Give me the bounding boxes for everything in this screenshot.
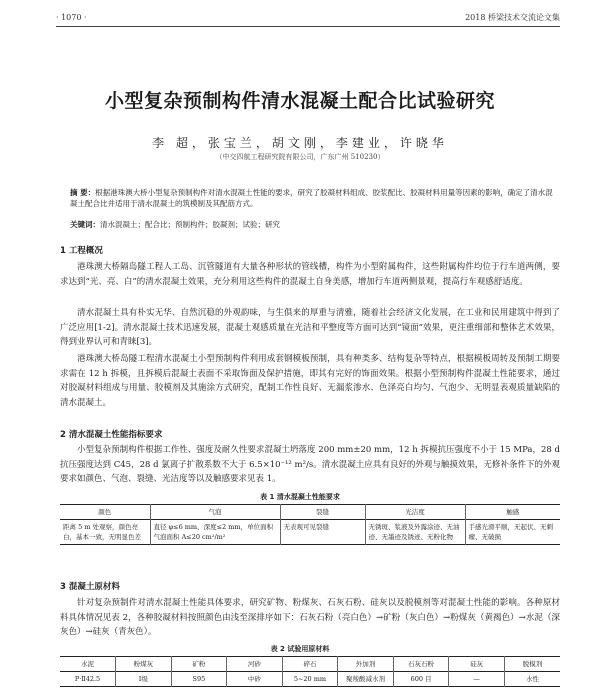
table-2-header: 石灰石粉 [393, 657, 449, 672]
table-1-header-row [60, 505, 560, 520]
table-2-header: 粉煤灰 [116, 657, 172, 672]
section-3-paragraph-1: 针对复杂预制件对清水混凝土性能具体要求，研究矿物、粉煤灰、石灰石粉、硅灰以及脱模剂等对混凝土性能的影响。各种原材料具体情况见表 2，各种胶凝材料按照颜色由浅至深排序如下：石灰石粉（亮白色）→矿粉（灰白色）→粉煤灰（黄褐色）→水泥（深灰色）→硅灰（青灰色）。 [60, 598, 560, 637]
table-2-header: 河砂 [227, 657, 283, 672]
table-cell: 中砂 [227, 672, 283, 687]
paper-title: 小型复杂预制构件清水混凝土配合比试验研究 [104, 90, 495, 112]
table-cell: 聚羧酸减水剂 [338, 672, 394, 687]
section-1-paragraph-1: 港珠澳大桥隔岛隧工程人工岛、沉管隧道有大量各种形状的管线槽，构件为小型附属构件，这些附属构件均位于行车道两侧，要求达到“光、亮、白”的清水混凝土效果，充分利用这些构件的混凝土自身美感，增加行车道两侧景观，提高行车观感舒适度。 [60, 262, 560, 287]
table-1-header-smoothness: 光洁度 [365, 505, 465, 520]
table-row [60, 672, 560, 687]
abstract-label: 摘 要： [70, 188, 96, 197]
abstract-text: 根据港珠澳大桥小型复杂预制构件对清水混凝土性能的要求，研究了胶凝材料组成、胶浆配比、胶凝材料用量等因素的影响，确定了清水混凝土配合比并适用于清水混凝土的筑模制及其配筋方式。 [70, 188, 553, 208]
table-cell: 无表观可见裂缝 [280, 520, 365, 545]
affiliation: （中交四航工程研究院有限公司，广东广州 510230） [215, 153, 385, 161]
journal-name: 2018 桥梁技术交流论文集 [465, 13, 560, 22]
table-1-caption: 表 1 清水混凝土性能要求 [260, 493, 340, 501]
page-number: · 1070 · [56, 13, 87, 22]
table-2-header: 硅灰 [449, 657, 505, 672]
running-header [56, 12, 560, 27]
table-row [60, 520, 560, 545]
table-cell: 水性 [504, 672, 560, 687]
section-1-heading: 1 工程概况 [60, 246, 103, 256]
table-1-header-touch: 触感 [465, 505, 560, 520]
table-2-header: 水泥 [81, 660, 95, 668]
table-cell: S95 [171, 672, 227, 687]
authors: 李 超，张宝兰，胡文刚，李建业，许晓华 [152, 136, 448, 150]
table-cell: 600 目 [393, 672, 449, 687]
section-2-heading: 2 清水混凝土性能指标要求 [60, 430, 163, 440]
table-2-header: 碎石 [282, 657, 338, 672]
table-1-header-crack: 裂缝 [280, 505, 365, 520]
table-cell: P·Ⅱ42.5 [74, 675, 101, 683]
section-2-paragraph-1: 小型复杂预制构件根据工作性、强度及耐久性要求混凝土坍落度 200 mm±20 mm，12 h 拆模抗压强度不小于 15 MPa，28 d 抗压强度达到 C45，28 d 氯离子扩散系数不大于 6.5×10⁻¹² m²/s。清水混凝土应具有良好的外观与触摸效果，无修补条件下的外观要求如颜色、气泡、裂缝、光洁度等以及触感要求见表 1。 [60, 445, 560, 484]
table-1-header-bubble: 气泡 [150, 505, 280, 520]
table-cell: — [449, 672, 505, 687]
table-2-header: 矿粉 [171, 657, 227, 672]
table-2-caption: 表 2 试验用原材料 [270, 645, 330, 653]
table-2-header: 外加剂 [338, 657, 394, 672]
keywords-label: 关键词： [70, 220, 100, 229]
table-cell: 手感光滑平顺，无起伏、无刺瘤、无破损 [465, 520, 560, 545]
section-3-heading: 3 混凝土原材料 [60, 582, 120, 592]
keywords [70, 219, 556, 230]
keywords-text: 清水混凝土；配合比；预制构件；胶凝剂；试验；研究 [100, 220, 280, 229]
table-2 [60, 656, 560, 687]
table-cell: 直径 φ≤6 mm、深度≤2 mm，单位面积气泡面积 A≤20 cm²/m² [150, 520, 280, 545]
table-2-header: 脱模剂 [504, 657, 560, 672]
table-1-header-color: 颜色 [98, 508, 112, 516]
abstract [70, 187, 556, 209]
table-1 [60, 504, 560, 545]
table-cell: 无锈斑、浆液及外露涂迹、无油迹、无墨迹及锈迹、无粉化物 [365, 520, 465, 545]
table-2-header-row [60, 657, 560, 672]
table-cell: Ⅰ级 [116, 672, 172, 687]
section-1-paragraph-3: 港珠澳大桥岛隧工程清水混凝土小型预制构件利用成套钢模板预制，具有种类多、结构复杂等特点，根据模板周转及预制工期要求需在 12 h 拆模，且拆模后混凝土表面不采取饰面及保护措施，即其有完好的饰面效果。根据小型预制构件混凝土性能要求，通过对胶凝材料组成与用量、胶模剂及其施涂方式研究，配制工作性良好、无漏浆渗水、色泽亮白均匀、气泡少、无明显表观质量缺陷的清水混凝土。 [60, 354, 560, 408]
table-cell: 距离 5 m 处观察，颜色亮白，基本一致，无明显色差 [63, 523, 141, 541]
table-cell: 5~20 mm [282, 672, 338, 687]
section-1-paragraph-2: 清水混凝土具有朴实无华、自然沉稳的外观韵味，与生俱来的厚重与清雅，随着社会经济文化发展，在工业和民用建筑中得到了广泛应用[1-2]。清水混凝土技术迅速发展，混凝土观感质量在光洁和平整度等方面可达到“镜面”效果，更注重细部和整体艺术效果，得到业界认可和青睐[3]。 [60, 308, 560, 347]
